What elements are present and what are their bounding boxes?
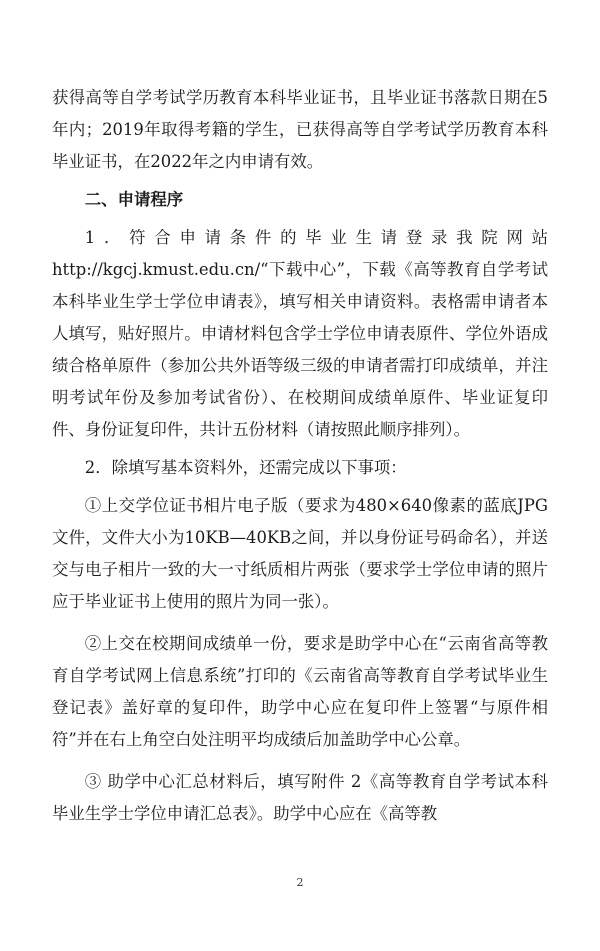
item-2-paragraph: ②上交在校期间成绩单一份，要求是助学中心在“云南省高等教育自学考试网上信息系统”打印的《云南省高等教育自学考试毕业生登记表》盖好章的复印件，助学中心应在复印件上签署“与原件相符”并在右上角空白处注明平均成绩后加盖助学中心公章。 (52, 634, 548, 749)
page-number: 2 (296, 876, 304, 889)
intro-paragraph: 获得高等自学考试学历教育本科毕业证书，且毕业证书落款日期在5年内；2019年取得考籍的学生，已获得高等自学考试学历教育本科毕业证书，在2022年之内申请有效。 (52, 88, 548, 171)
section-heading: 二、申请程序 (84, 190, 184, 209)
item-1-paragraph: ①上交学位证书相片电子版（要求为480×640像素的蓝底JPG文件，文件大小为10KB—40KB之间，并以身份证号码命名），并送交与电子相片一致的大一寸纸质相片两张（要求学士学位申请的照片应于毕业证书上使用的照片为同一张）。 (52, 496, 548, 611)
document-body (52, 82, 548, 830)
step-1-paragraph: 1．符合申请条件的毕业生请登录我院网站http://kgcj.kmust.edu.cn/“下载中心”，下载《高等教育自学考试本科毕业生学士学位申请表》，填写相关申请资料。表格需申请者本人填写，贴好照片。申请材料包含学士学位申请表原件、学位外语成绩合格单原件（参加公共外语等级三级的申请者需打印成绩单，并注明考试年份及参加考试省份）、在校期间成绩单原件、毕业证复印件、身份证复印件，共计五份材料（请按照此顺序排列）。 (52, 228, 548, 439)
step-2-paragraph: 2．除填写基本资料外，还需完成以下事项： (84, 458, 407, 477)
item-3-paragraph: ③ 助学中心汇总材料后，填写附件 2《高等教育自学考试本科毕业生学士学位申请汇总表》。助学中心应在《高等教 (52, 772, 548, 823)
